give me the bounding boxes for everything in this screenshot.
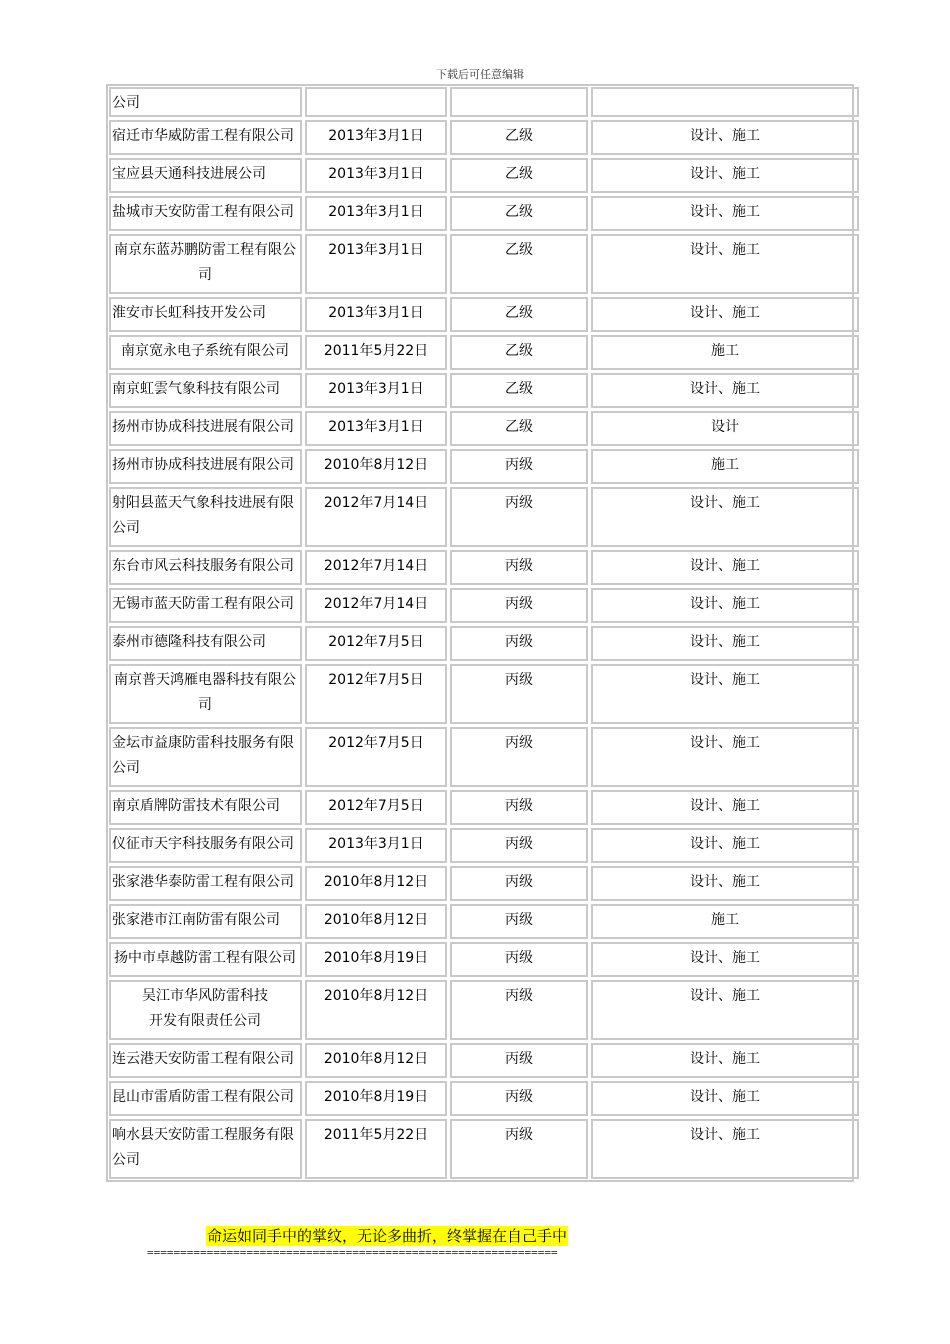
date-cell: 2013年3月1日 (305, 120, 447, 155)
grade-cell: 丙级 (450, 866, 588, 901)
table-row (109, 373, 859, 408)
company-name-cell: 公司 (109, 87, 302, 117)
table-row (109, 790, 859, 825)
table-row (109, 866, 859, 901)
table-row (109, 727, 859, 787)
date-cell: 2010年8月19日 (305, 942, 447, 977)
company-name-cell: 宿迁市华威防雷工程有限公司 (109, 120, 302, 155)
date-cell: 2010年8月19日 (305, 1081, 447, 1116)
table-row (109, 297, 859, 332)
scope-cell: 设计、施工 (591, 790, 859, 825)
scope-cell: 设计、施工 (591, 942, 859, 977)
table-row (109, 828, 859, 863)
grade-cell: 丙级 (450, 487, 588, 547)
table-row (109, 449, 859, 484)
date-cell: 2013年3月1日 (305, 158, 447, 193)
date-cell: 2010年8月12日 (305, 866, 447, 901)
date-cell: 2012年7月5日 (305, 626, 447, 661)
date-cell: 2012年7月5日 (305, 664, 447, 724)
grade-cell: 丙级 (450, 1081, 588, 1116)
table-row (109, 1081, 859, 1116)
company-name-cell: 南京普天鸿雁电器科技有限公司 (109, 664, 302, 724)
date-cell: 2011年5月22日 (305, 1119, 447, 1179)
date-cell: 2010年8月12日 (305, 1043, 447, 1078)
company-name-cell: 金坛市益康防雷科技服务有限公司 (109, 727, 302, 787)
table-row (109, 626, 859, 661)
table-row (109, 1043, 859, 1078)
company-name-cell: 连云港天安防雷工程有限公司 (109, 1043, 302, 1078)
company-table (106, 84, 854, 1182)
scope-cell: 设计、施工 (591, 1119, 859, 1179)
scope-cell: 设计、施工 (591, 373, 859, 408)
grade-cell: 丙级 (450, 942, 588, 977)
date-cell: 2013年3月1日 (305, 373, 447, 408)
company-name-cell: 扬州市协成科技进展有限公司 (109, 449, 302, 484)
date-cell: 2013年3月1日 (305, 234, 447, 294)
table-row (109, 234, 859, 294)
grade-cell: 丙级 (450, 790, 588, 825)
scope-cell: 施工 (591, 335, 859, 370)
date-cell: 2013年3月1日 (305, 297, 447, 332)
company-name-cell: 无锡市蓝天防雷工程有限公司 (109, 588, 302, 623)
table-row (109, 335, 859, 370)
date-cell: 2012年7月5日 (305, 790, 447, 825)
grade-cell (450, 87, 588, 117)
company-name-cell: 宝应县天通科技进展公司 (109, 158, 302, 193)
scope-cell: 设计、施工 (591, 866, 859, 901)
scope-cell: 施工 (591, 449, 859, 484)
date-cell: 2013年3月1日 (305, 196, 447, 231)
company-name-cell: 昆山市雷盾防雷工程有限公司 (109, 1081, 302, 1116)
scope-cell: 施工 (591, 904, 859, 939)
company-name-cell: 射阳县蓝天气象科技进展有限公司 (109, 487, 302, 547)
grade-cell: 丙级 (450, 588, 588, 623)
grade-cell: 丙级 (450, 550, 588, 585)
company-name-cell: 吴江市华风防雷科技 开发有限责任公司 (109, 980, 302, 1040)
company-name-cell: 扬州市协成科技进展有限公司 (109, 411, 302, 446)
company-name-cell: 泰州市德隆科技有限公司 (109, 626, 302, 661)
grade-cell: 乙级 (450, 196, 588, 231)
table-row (109, 942, 859, 977)
table-body (109, 87, 859, 1179)
table-row (109, 87, 859, 117)
header-note: 下载后可任意编辑 (436, 68, 524, 81)
date-cell: 2010年8月12日 (305, 904, 447, 939)
table-row (109, 411, 859, 446)
table-row (109, 158, 859, 193)
table-row (109, 487, 859, 547)
scope-cell: 设计、施工 (591, 1043, 859, 1078)
company-name-cell: 淮安市长虹科技开发公司 (109, 297, 302, 332)
table-row (109, 120, 859, 155)
company-name-cell: 扬中市卓越防雷工程有限公司 (109, 942, 302, 977)
scope-cell: 设计、施工 (591, 297, 859, 332)
grade-cell: 丙级 (450, 980, 588, 1040)
company-name-cell: 张家港华泰防雷工程有限公司 (109, 866, 302, 901)
date-cell: 2012年7月5日 (305, 727, 447, 787)
scope-cell: 设计、施工 (591, 234, 859, 294)
footer-rule: ============================================================== (147, 1246, 558, 1259)
company-name-cell: 南京宽永电子系统有限公司 (109, 335, 302, 370)
grade-cell: 丙级 (450, 904, 588, 939)
company-name-cell: 南京盾牌防雷技术有限公司 (109, 790, 302, 825)
date-cell: 2011年5月22日 (305, 335, 447, 370)
table-row (109, 550, 859, 585)
scope-cell: 设计、施工 (591, 828, 859, 863)
scope-cell: 设计、施工 (591, 1081, 859, 1116)
scope-cell: 设计、施工 (591, 487, 859, 547)
grade-cell: 丙级 (450, 727, 588, 787)
grade-cell: 丙级 (450, 828, 588, 863)
grade-cell: 丙级 (450, 1043, 588, 1078)
date-cell: 2010年8月12日 (305, 980, 447, 1040)
grade-cell: 乙级 (450, 297, 588, 332)
scope-cell: 设计、施工 (591, 158, 859, 193)
grade-cell: 丙级 (450, 449, 588, 484)
table-row (109, 588, 859, 623)
date-cell: 2012年7月14日 (305, 487, 447, 547)
footer-quote: 命运如同手中的掌纹，无论多曲折，终掌握在自己手中 (207, 1227, 568, 1245)
date-cell: 2013年3月1日 (305, 411, 447, 446)
scope-cell: 设计、施工 (591, 588, 859, 623)
date-cell: 2012年7月14日 (305, 588, 447, 623)
table-row (109, 664, 859, 724)
date-cell: 2013年3月1日 (305, 828, 447, 863)
grade-cell: 丙级 (450, 626, 588, 661)
company-name-cell: 张家港市江南防雷有限公司 (109, 904, 302, 939)
scope-cell (591, 87, 859, 117)
table-row (109, 980, 859, 1040)
company-name-cell: 响水县天安防雷工程服务有限公司 (109, 1119, 302, 1179)
scope-cell: 设计、施工 (591, 120, 859, 155)
grade-cell: 乙级 (450, 373, 588, 408)
table-row (109, 904, 859, 939)
grade-cell: 丙级 (450, 664, 588, 724)
scope-cell: 设计、施工 (591, 626, 859, 661)
table-row (109, 196, 859, 231)
grade-cell: 乙级 (450, 120, 588, 155)
scope-cell: 设计、施工 (591, 196, 859, 231)
grade-cell: 乙级 (450, 411, 588, 446)
scope-cell: 设计、施工 (591, 727, 859, 787)
date-cell (305, 87, 447, 117)
grade-cell: 乙级 (450, 234, 588, 294)
scope-cell: 设计、施工 (591, 664, 859, 724)
company-name-cell: 东台市风云科技服务有限公司 (109, 550, 302, 585)
grade-cell: 乙级 (450, 335, 588, 370)
grade-cell: 丙级 (450, 1119, 588, 1179)
company-name-cell: 仪征市天宇科技服务有限公司 (109, 828, 302, 863)
company-name-cell: 南京虹雲气象科技有限公司 (109, 373, 302, 408)
date-cell: 2012年7月14日 (305, 550, 447, 585)
scope-cell: 设计、施工 (591, 980, 859, 1040)
date-cell: 2010年8月12日 (305, 449, 447, 484)
company-name-cell: 南京东蓝苏鹏防雷工程有限公司 (109, 234, 302, 294)
grade-cell: 乙级 (450, 158, 588, 193)
scope-cell: 设计 (591, 411, 859, 446)
company-name-cell: 盐城市天安防雷工程有限公司 (109, 196, 302, 231)
scope-cell: 设计、施工 (591, 550, 859, 585)
table-row (109, 1119, 859, 1179)
